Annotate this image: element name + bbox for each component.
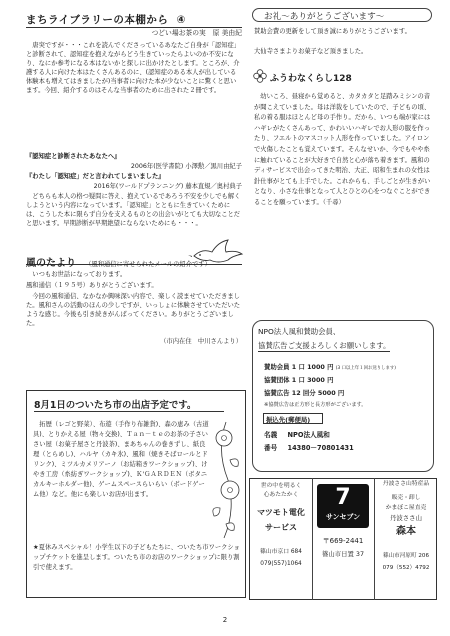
mitsumoto-name: マツモト電化 xyxy=(257,508,305,517)
wind-title: 風のたより xyxy=(26,258,76,269)
mitsumoto-addr: 篠山市京口 684 xyxy=(260,549,302,555)
thanks-title: お礼～ありがとうございます～ xyxy=(264,12,385,22)
morimoto-name: 森本 xyxy=(396,526,416,537)
name-row xyxy=(264,429,330,439)
member-fee1 xyxy=(264,362,396,371)
member-note: ※協賛広告は正方形と長方形がございます。 xyxy=(264,402,367,408)
member-fee1-note: (3 口以上年１回お送りします) xyxy=(335,366,397,371)
morimoto-sub3: 丹波ささ山 xyxy=(390,514,422,522)
wind-p1: 風和通信（１９５号）ありがとうございます。 xyxy=(26,282,158,289)
flower-icon xyxy=(253,69,267,83)
wind-p2: 今回の風和通信、なかなか興味深い内容で、楽しく読ませていただきました。風和さんの活動のほんの少しですが、いっしょに体験させていただいたような感じ。今後も引き続きがんばってください。ありがとうございました。 xyxy=(26,293,241,328)
sunseven-name: サンセブン xyxy=(325,513,361,521)
library-title xyxy=(26,12,242,28)
sunseven-tel: 〒669-2441 xyxy=(322,537,364,545)
ads-divider-1 xyxy=(312,478,313,600)
number-value: 14380－70801431 xyxy=(287,444,354,452)
member-fee1-text: 賛助会員 1 口 1000 円 xyxy=(264,363,334,371)
page-number: 2 xyxy=(222,616,228,624)
mitsumoto-service: サービス xyxy=(265,523,297,532)
library-author: つどい場お茶の実 原 美由紀 xyxy=(151,29,242,37)
library-number: ④ xyxy=(176,14,186,26)
wind-greeting: いつもお世話になっております。 xyxy=(32,271,127,278)
sunseven-logo xyxy=(317,484,369,528)
morning-glory-icon xyxy=(206,420,244,540)
mitsumoto-tag: 世の中を明るく xyxy=(260,483,302,489)
number-row xyxy=(264,442,354,452)
book2-publisher: 2016年(ワールドプランニング) 藤本直規／奥村典子 xyxy=(93,183,242,190)
wind-signature: （市内在住 中川さんより） xyxy=(160,338,242,345)
morimoto-sub: 販売・卸し xyxy=(391,495,421,501)
thanks-line2: 大仙寺さまよりお菓子など頂きました。 xyxy=(254,48,368,55)
morimoto-addr: 篠山市河原町 206 xyxy=(382,553,430,559)
name-label: 名義 xyxy=(264,431,278,439)
member-fee3: 協賛広告 12 回分 5000 円 xyxy=(264,389,345,397)
morimoto-tag: 丹波ささ山特産品 xyxy=(382,481,430,487)
library-intro: 唐突ですが・・・これを読んでくださっているあなたご自身が「認知症」と診断されて、認知症を抱えながらどう生きていったらよいのか不安になり、なにか参考になる本はないかと探しに出かけたとします。ところが、介護する人に向けた本はたくさんあるのに、(認知症のある本人が出している体験本も増えてはきましたが)当事者に向けた本が少ないことに驚くと思います。今回、紹介するのはそんな当事者のために出された２冊です。 xyxy=(26,42,241,95)
book2-title: 『わたし「認知症」だと言われてしまいました』 xyxy=(26,173,165,180)
member-fee2: 協賛団体 1 口 3000 円 xyxy=(264,376,334,384)
ads-divider-2 xyxy=(374,478,375,600)
market-body: 拓歴（レゴと野菜）、布遊（手作り布雑貨)、森の恵み（古道具)、とりかえる屋（物々交換)、Ｔａｎ－ｔｅのお茶の子さいさい屋（お菓子屋さと丹波茶)、まあちゃんの巻きずし、紙良理（とらめし)、ハルヤ（カキ氷)、風和（焼きそばロールとドリンク)、ミツルカメリアーノ（お結箱きワークショップ)、けやき工房（糸紡ぎワークショップ)、Ｋ'ＧＡＲＤＥＮ（ボタニカルキーホルダー他)、ゲームスペースらいらい（ボードゲーム他）など。他にも楽しいお店が出ます。 xyxy=(33,421,209,498)
sunseven-addr: 篠山市日置 37 xyxy=(321,550,365,558)
morimoto-tel: 079（552）4792 xyxy=(382,565,430,571)
mitsumoto-tel: 079(557)1064 xyxy=(260,561,302,567)
market-special: ★夏休みスペシャル！小学生以下の子どもたちに、ついたち市ワークショップチケットを進呈します。ついたち市のお店のワークショップに限り割引で使えます。 xyxy=(33,544,240,571)
doll-title: ふうわなくらし128 xyxy=(270,74,352,84)
book1-title: 『認知症と診断されたあなたへ』 xyxy=(26,153,121,160)
name-value: NPO法人風和 xyxy=(287,431,330,439)
thanks-line1: 賛助会費の更新をして頂き誠にありがとうございます。 xyxy=(254,28,411,35)
morimoto-sub2: かまぼこ屋直売 xyxy=(385,505,427,511)
dove-icon xyxy=(188,238,246,268)
market-title: 8月1日のついたち市の出店予定です。 xyxy=(34,397,224,412)
member-subtitle: 協賛広告ご支援よろしくお願いします。 xyxy=(258,341,391,350)
transfer-label: 振込先(郵便局) xyxy=(266,416,311,424)
sunseven-number: 7 xyxy=(335,485,351,510)
mitsumoto-tag2: 心あたたかく xyxy=(263,492,299,498)
wind-subtitle: （風和通信に寄せられたメールの紹介です） xyxy=(85,261,211,268)
library-closing: どちらも本人の格つ疑問に答え、抱えているであろう不安を少しでも解くしようという内容になっています。「認知症」とともに生きていくためには、こうした本に限らず自分を支えるものとの出会いがとても大切なことだと思います。早期診断が早期絶望にならないためにも・・・。 xyxy=(26,193,241,228)
member-title: NPO法人風和賛助会員、 xyxy=(258,327,341,336)
book1-publisher: 2006年(医学書院) 小澤勲／黒川由紀子 xyxy=(130,163,242,170)
number-label: 番号 xyxy=(264,444,278,452)
doll-body: 幼いころ、昼寝から覚めると、カタカタと足踏みミシンの音が聞こえていました。母は洋裁をしていたので、子どもの頃、私の着る服はほとんど母の手作り。だから、いつも端が家にはハギレがたくさんあって、かわいいハギレでお人形の服を作ったり、フエルトのマスコット人形を作っていました。アイロンで火傷したことも覚えています。そんなせいか、今でもやや糸に触れていることが大好きで自然と心が落ち着きます。風和のディサービスで出会ってきた明治、大正、昭和生まれの女性は針仕事がとても上手でした。これからも、手しごとが生きがいとなり、小さな仕事となって人とひとの心をつなぐことができることを願っています。（千尋） xyxy=(254,93,431,206)
library-title-text: まちライブラリーの本棚から xyxy=(26,14,169,26)
